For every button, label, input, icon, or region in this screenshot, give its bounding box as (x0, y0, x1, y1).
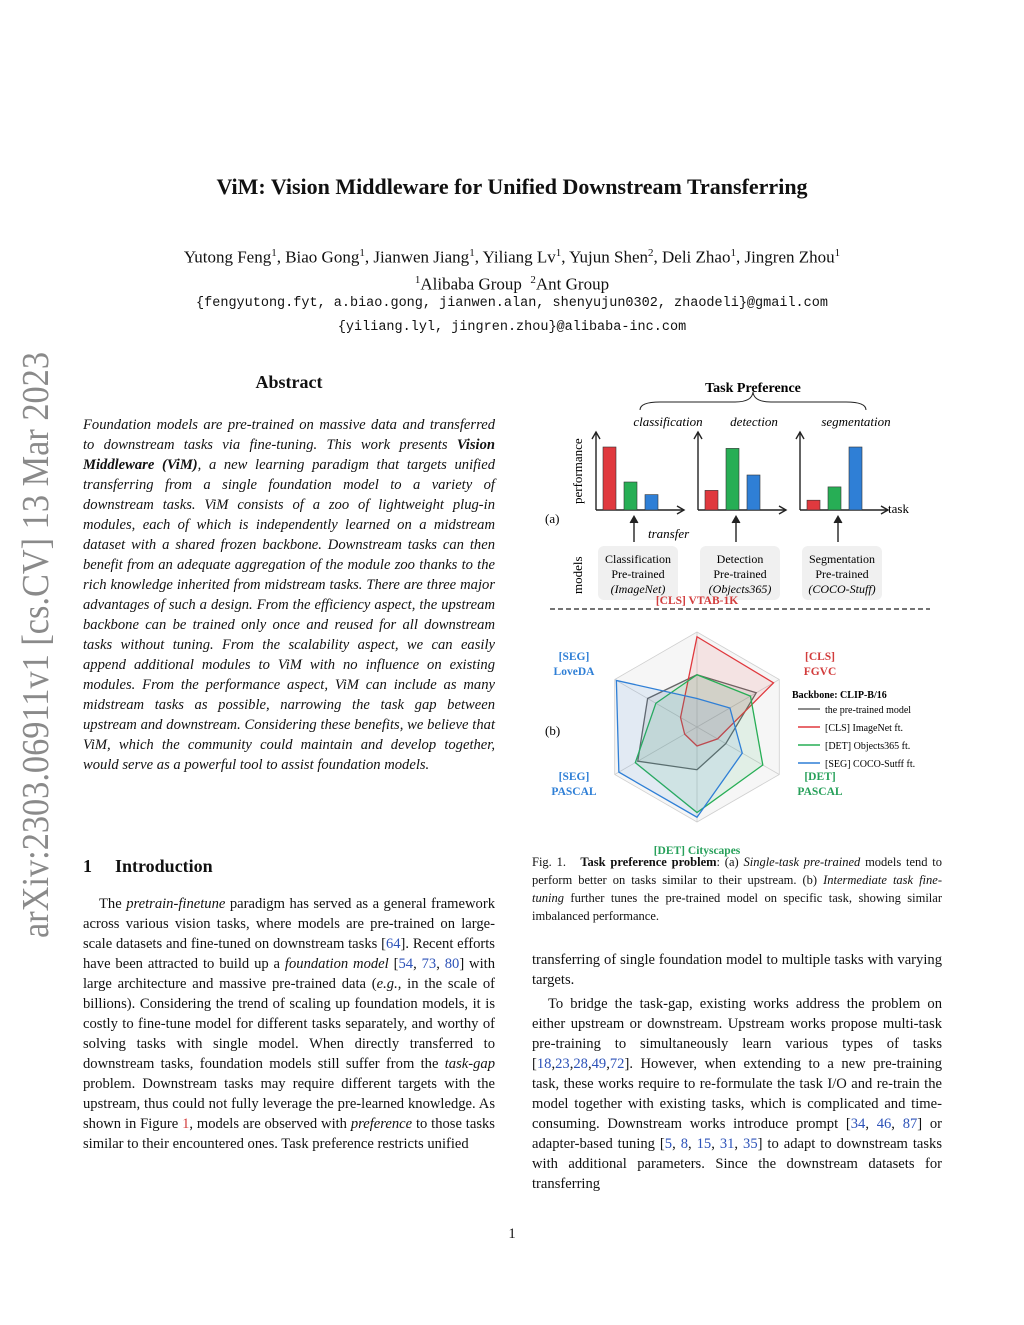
text: : (a) (716, 855, 744, 869)
caption-bold: Task preference problem (580, 855, 717, 869)
abstract-heading: Abstract (255, 372, 323, 392)
email-line-2: {yiliang.lyl, jingren.zhou}@alibaba-inc.com (337, 320, 687, 335)
citation-link[interactable]: 64 (385, 936, 401, 952)
model-label: Segmentation (809, 552, 875, 566)
bar (726, 448, 739, 510)
caption-label: Fig. 1. (532, 855, 566, 869)
affiliation-mark: 2 (530, 273, 536, 286)
text: further tunes the pre-trained model on specific task, showing similar imbalanced performance. (532, 891, 942, 923)
text: ]. However, when extending to a new pre-training task, these works require to re-formulate the task I/O and re-train the model together with existing tasks, which is complicated and time-consuming. Downstream works introduce prompt [ (532, 1056, 942, 1132)
text: ]. Recent efforts have been attracted to build up a (83, 936, 495, 972)
text: ] to adapt to downstream tasks with additional parameters. Since the downstream datasets for transferring (532, 1136, 943, 1192)
text: problem. Downstream tasks may require different targets with the upstream, thus could not fully leverage the pre-learned knowledge. As shown in Figure (83, 1076, 495, 1132)
affiliation-name: Ant Group (535, 274, 610, 294)
radar-axis-label: [CLS] (804, 651, 836, 663)
figure-caption (532, 853, 942, 925)
paragraph (532, 994, 942, 1194)
radar-axis-label: [DET] (804, 771, 836, 783)
abstract-text (83, 415, 495, 775)
bar (624, 482, 637, 510)
citation-link[interactable]: 80 (444, 956, 460, 972)
citation-link[interactable]: 18 (536, 1056, 552, 1072)
right-column-text (532, 950, 942, 1194)
task-label: detection (730, 414, 778, 429)
text: , models are observed with (189, 1116, 351, 1132)
author-name: Yutong Feng (183, 247, 272, 267)
page-number: 1 (508, 1226, 516, 1242)
model-label: (ImageNet) (610, 582, 666, 596)
citation-link[interactable]: 49 (591, 1056, 607, 1072)
affiliation-mark: 1 (730, 247, 736, 259)
emph: pretrain-finetune (126, 896, 226, 912)
citation-link[interactable]: 28 (573, 1056, 588, 1072)
legend-label: [SEG] COCO-Sutff ft. (825, 759, 916, 770)
bar (603, 447, 616, 510)
abstract-part: , a new learning paradigm that targets unified transferring from a single foundation model to a variety of downstream tasks. ViM consists of a zoo of lightweight plug-in modules, each of which is independently learned on a midstream dataset with a shared frozen backbone. Downstream tasks can then benefit from an adequate aggregation of the module zoo thanks to the rich knowledge inherited from midstream tasks. There are three major advantages of such a design. From the efficiency aspect, the upstream backbone can be trained only once and reused for all downstream tasks without tuning. From the scalability aspect, we can easily append additional modules to ViM with no influence on existing modules. From the performance aspect, ViM can include as many midstream tasks as possible, narrowing the task gap between upstream and downstream. Considering these benefits, we believe that ViM, which the community could maintain and develop together, would serve as a powerful tool to assist foundation models. (83, 457, 496, 773)
radar-axis-label: FGVC (803, 666, 837, 678)
author-name: Deli Zhao (662, 247, 731, 267)
affiliation-mark: 2 (648, 247, 654, 259)
bar (705, 490, 718, 510)
author-name: Yujun Shen (569, 247, 649, 267)
arrow-head (630, 516, 638, 523)
affiliation-mark: 1 (414, 273, 421, 286)
affiliation-mark: 1 (834, 247, 841, 259)
model-label: Pre-trained (611, 567, 665, 581)
text: [ (388, 956, 399, 972)
model-label: (COCO-Stuff) (808, 582, 876, 596)
email-block (0, 292, 1024, 340)
citation-link[interactable]: 73 (421, 956, 437, 972)
emph: task-gap (444, 1056, 495, 1072)
panel-label: (a) (545, 511, 560, 526)
citation-link[interactable]: 46 (876, 1116, 892, 1132)
radar-axis-label: [SEG] (558, 651, 590, 663)
model-label: Pre-trained (713, 567, 767, 581)
citation-link[interactable]: 23 (555, 1056, 570, 1072)
citation-link[interactable]: 72 (609, 1056, 625, 1072)
citation-group: 34, 46, 87 (850, 1116, 918, 1132)
radar-axis-label: [DET] Cityscapes (653, 845, 741, 857)
task-preference-title: Task Preference (705, 381, 801, 396)
arxiv-stamp (2, 289, 60, 940)
legend-label: the pre-trained model (825, 705, 912, 716)
affiliation-mark: 1 (555, 247, 562, 259)
citation-link[interactable]: 54 (398, 956, 414, 972)
citation-link[interactable]: 34 (850, 1116, 866, 1132)
emph: e.g. (376, 976, 398, 992)
intro-paragraph: The pretrain-finetune paradigm has served as a general framework across various vision tasks, where models are pre-trained on large-scale datasets and fine-tuned on downstream tasks [64]. Recent efforts have been attracted to build up a foundation model [54, 73, 80] with large architecture and massive pre-trained data (e.g., in the scale of billions). Considering the trend of scaling up foundation models, it is costly to fine-tune model for different tasks separately, and worthy of solving tasks with single model. When directly transferred to downstream tasks, foundation models still suffer from the task-gap problem. Downstream tasks may require different targets with the upstream, thus could not fully leverage the pre-learned knowledge. As shown in Figure 1, models are observed with preference to those tasks similar to their encountered ones. Task preference restricts unified (83, 896, 495, 1152)
affiliation-mark: 1 (469, 247, 475, 259)
figure-1a (545, 381, 909, 600)
emph: foundation model (284, 956, 389, 972)
text: ] or adapter-based tuning [ (532, 1116, 943, 1152)
x-axis-label: task (888, 501, 909, 516)
emph: Single-task pre-trained (743, 855, 861, 869)
text: , in the scale of billions). Considering the trend of scaling up foundation models, it is costly to fine-tune model for different tasks separately, and worthy of solving tasks with single model. When directly transferred to downstream tasks, foundation models still suffer from the (83, 976, 495, 1072)
arrow-head (732, 516, 740, 523)
author-name: Jianwen Jiang (373, 247, 470, 267)
radar-axis-label: LoveDA (553, 666, 595, 678)
bar (807, 500, 820, 510)
section-heading (83, 856, 213, 877)
text: models tend to perform better on tasks similar to their upstream. (b) (532, 855, 942, 887)
task-label: segmentation (821, 414, 891, 429)
citation-group: 5, 8, 15, 31, 35 (664, 1136, 758, 1152)
emph: Intermediate task fine-tuning (532, 873, 942, 905)
author-name: Biao Gong (285, 247, 360, 267)
radar-axis-label: [CLS] VTAB-1K (655, 595, 739, 607)
model-label: Detection (716, 552, 764, 566)
y-axis-label: performance (570, 438, 585, 504)
legend-title: Backbone: CLIP-B/16 (792, 690, 887, 701)
radar-axis-label: [SEG] (558, 771, 590, 783)
citation-link[interactable]: 8 (680, 1136, 688, 1152)
paper-title: ViM: Vision Middleware for Unified Downstream Transferring (216, 174, 808, 199)
citation-link[interactable]: 31 (719, 1136, 735, 1152)
section-number: 1 (83, 856, 92, 876)
citation-link[interactable]: 87 (902, 1116, 918, 1132)
affiliation-mark: 1 (359, 247, 365, 259)
section-title: Introduction (115, 856, 213, 876)
figure-1b (545, 595, 915, 857)
author-name: Yiliang Lv (482, 247, 556, 267)
emph: preference (350, 1116, 413, 1132)
bar (849, 447, 862, 510)
citation-group: 18,23,28,49,72 (536, 1056, 625, 1072)
model-label: (Objects365) (708, 582, 772, 596)
abstract-part: Foundation models are pre-trained on massive data and transferred to downstream tasks via fine-tuning. This work presents (83, 417, 495, 453)
text: The (99, 896, 127, 912)
text: paradigm has served as a general framework across various vision tasks, where models are pre-trained on large-scale datasets and fine-tuned on downstream tasks [ (83, 896, 495, 952)
radar-axis-label: PASCAL (797, 786, 843, 798)
row-label: models (570, 556, 585, 594)
panel-label: (b) (545, 723, 561, 738)
arrow-head (834, 516, 842, 523)
model-label: Pre-trained (815, 567, 869, 581)
task-label: classification (633, 414, 703, 429)
figure-1 (530, 372, 946, 857)
bar (828, 487, 841, 510)
author-list: Yutong Feng$^1$, Biao Gong$^1$, Jianwen Jiang$^1$, Yiliang Lv$^1$, Yujun Shen$^2$, Deli Zhao$^1$, Jingren Zhou$^1$ (183, 247, 841, 267)
citation-link[interactable]: 35 (743, 1136, 758, 1152)
text: ] with large architecture and massive pre-trained data ( (83, 956, 495, 992)
author-name: Jingren Zhou (744, 247, 835, 267)
radar-axis-label: PASCAL (551, 786, 597, 798)
bar (645, 495, 658, 510)
citation-link[interactable]: 5 (664, 1136, 673, 1152)
affiliation-name: Alibaba Group (420, 274, 522, 294)
legend-label: [DET] Objects365 ft. (825, 741, 911, 752)
text: to those tasks similar to their encountered ones. Task preference restricts unified (83, 1116, 495, 1152)
figure-link[interactable]: 1 (182, 1116, 190, 1132)
text: To bridge the task-gap, existing works address the problem on either upstream or downstream. Upstream works propose multi-task pre-training to simultaneously learn various types of tasks [ (532, 996, 942, 1072)
model-label: Classification (605, 552, 671, 566)
abstract-bold: Vision Middleware (ViM) (83, 437, 495, 473)
arxiv-id: arXiv:2303.06911v1 [cs.CV] 13 Mar 2023 (15, 289, 57, 938)
paragraph: transferring of single foundation model to multiple tasks with varying targets. (532, 952, 942, 988)
bar (747, 475, 760, 510)
affiliation-mark: 1 (271, 247, 277, 259)
email-line-1: {fengyutong.fyt, a.biao.gong, jianwen.alan, shenyujun0302, zhaodeli}@gmail.com (196, 296, 828, 311)
legend-label: [CLS] ImageNet ft. (825, 723, 904, 734)
author-block (0, 242, 1024, 295)
transfer-label: transfer (648, 526, 690, 541)
citation-link[interactable]: 15 (696, 1136, 712, 1152)
